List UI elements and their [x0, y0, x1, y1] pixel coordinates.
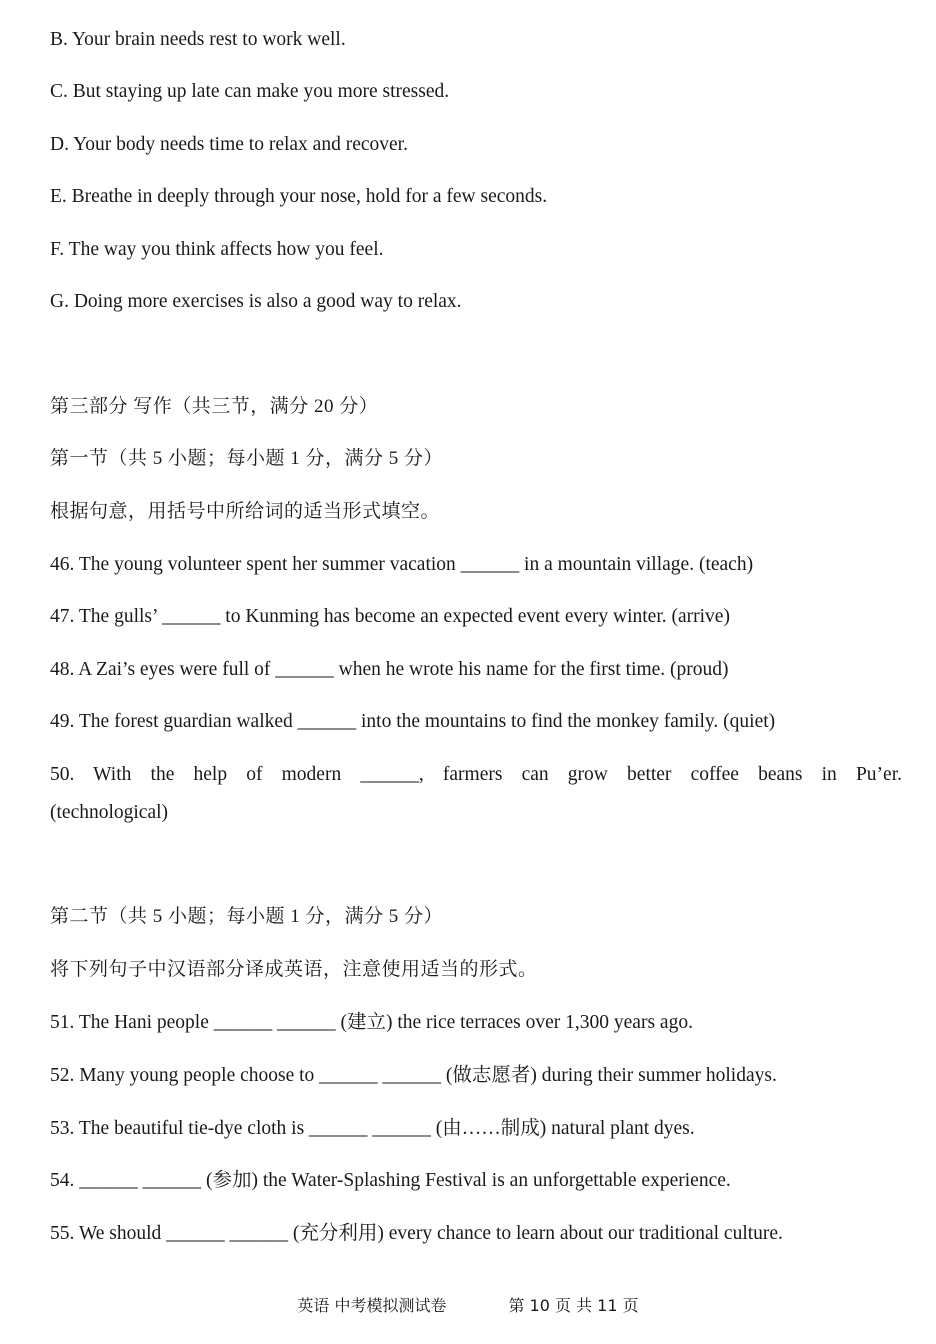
option-b: B. Your brain needs rest to work well.: [50, 29, 346, 50]
question-52: 52. Many young people choose to ______ ______ (做志愿者) during their summer holidays.: [50, 1065, 777, 1086]
section2-instruction: 将下列句子中汉语部分译成英语，注意使用适当的形式。: [50, 959, 538, 980]
question-48: 48. A Zai’s eyes were full of ______ when he wrote his name for the first time. (proud): [50, 659, 729, 680]
question-55: 55. We should ______ ______ (充分利用) every chance to learn about our traditional culture.: [50, 1223, 783, 1244]
option-c: C. But staying up late can make you more stressed.: [50, 81, 450, 102]
question-46: 46. The young volunteer spent her summer vacation ______ in a mountain village. (teach): [50, 554, 754, 575]
question-50-hint: (technological): [50, 802, 169, 823]
question-51: 51. The Hani people ______ ______ (建立) the rice terraces over 1,300 years ago.: [50, 1012, 693, 1033]
section1-instruction: 根据句意，用括号中所给词的适当形式填空。: [50, 501, 441, 522]
question-53: 53. The beautiful tie-dye cloth is ______ ______ (由……制成) natural plant dyes.: [50, 1118, 695, 1139]
question-49: 49. The forest guardian walked ______ into the mountains to find the monkey family. (quiet): [50, 711, 776, 732]
footer-title: 英语 中考模拟测试卷: [297, 1296, 447, 1315]
option-g: G. Doing more exercises is also a good way to relax.: [50, 291, 462, 312]
footer-page-number: 第 10 页 共 11 页: [508, 1296, 639, 1315]
section1-heading: 第一节（共 5 小题；每小题 1 分，满分 5 分）: [50, 448, 444, 469]
question-50: 50. With the help of modern ______, farmers can grow better coffee beans in Pu’er.: [50, 764, 902, 785]
option-d: D. Your body needs time to relax and recover.: [50, 134, 408, 155]
page-footer: [0, 1295, 936, 1317]
section2-heading: 第二节（共 5 小题；每小题 1 分，满分 5 分）: [50, 906, 444, 927]
option-f: F. The way you think affects how you feel.: [50, 239, 384, 260]
option-e: E. Breathe in deeply through your nose, hold for a few seconds.: [50, 186, 548, 207]
question-54: 54. ______ ______ (参加) the Water-Splashing Festival is an unforgettable experience.: [50, 1170, 731, 1191]
part3-heading: 第三部分 写作（共三节，满分 20 分）: [50, 396, 379, 417]
question-47: 47. The gulls’ ______ to Kunming has become an expected event every winter. (arrive): [50, 606, 730, 627]
